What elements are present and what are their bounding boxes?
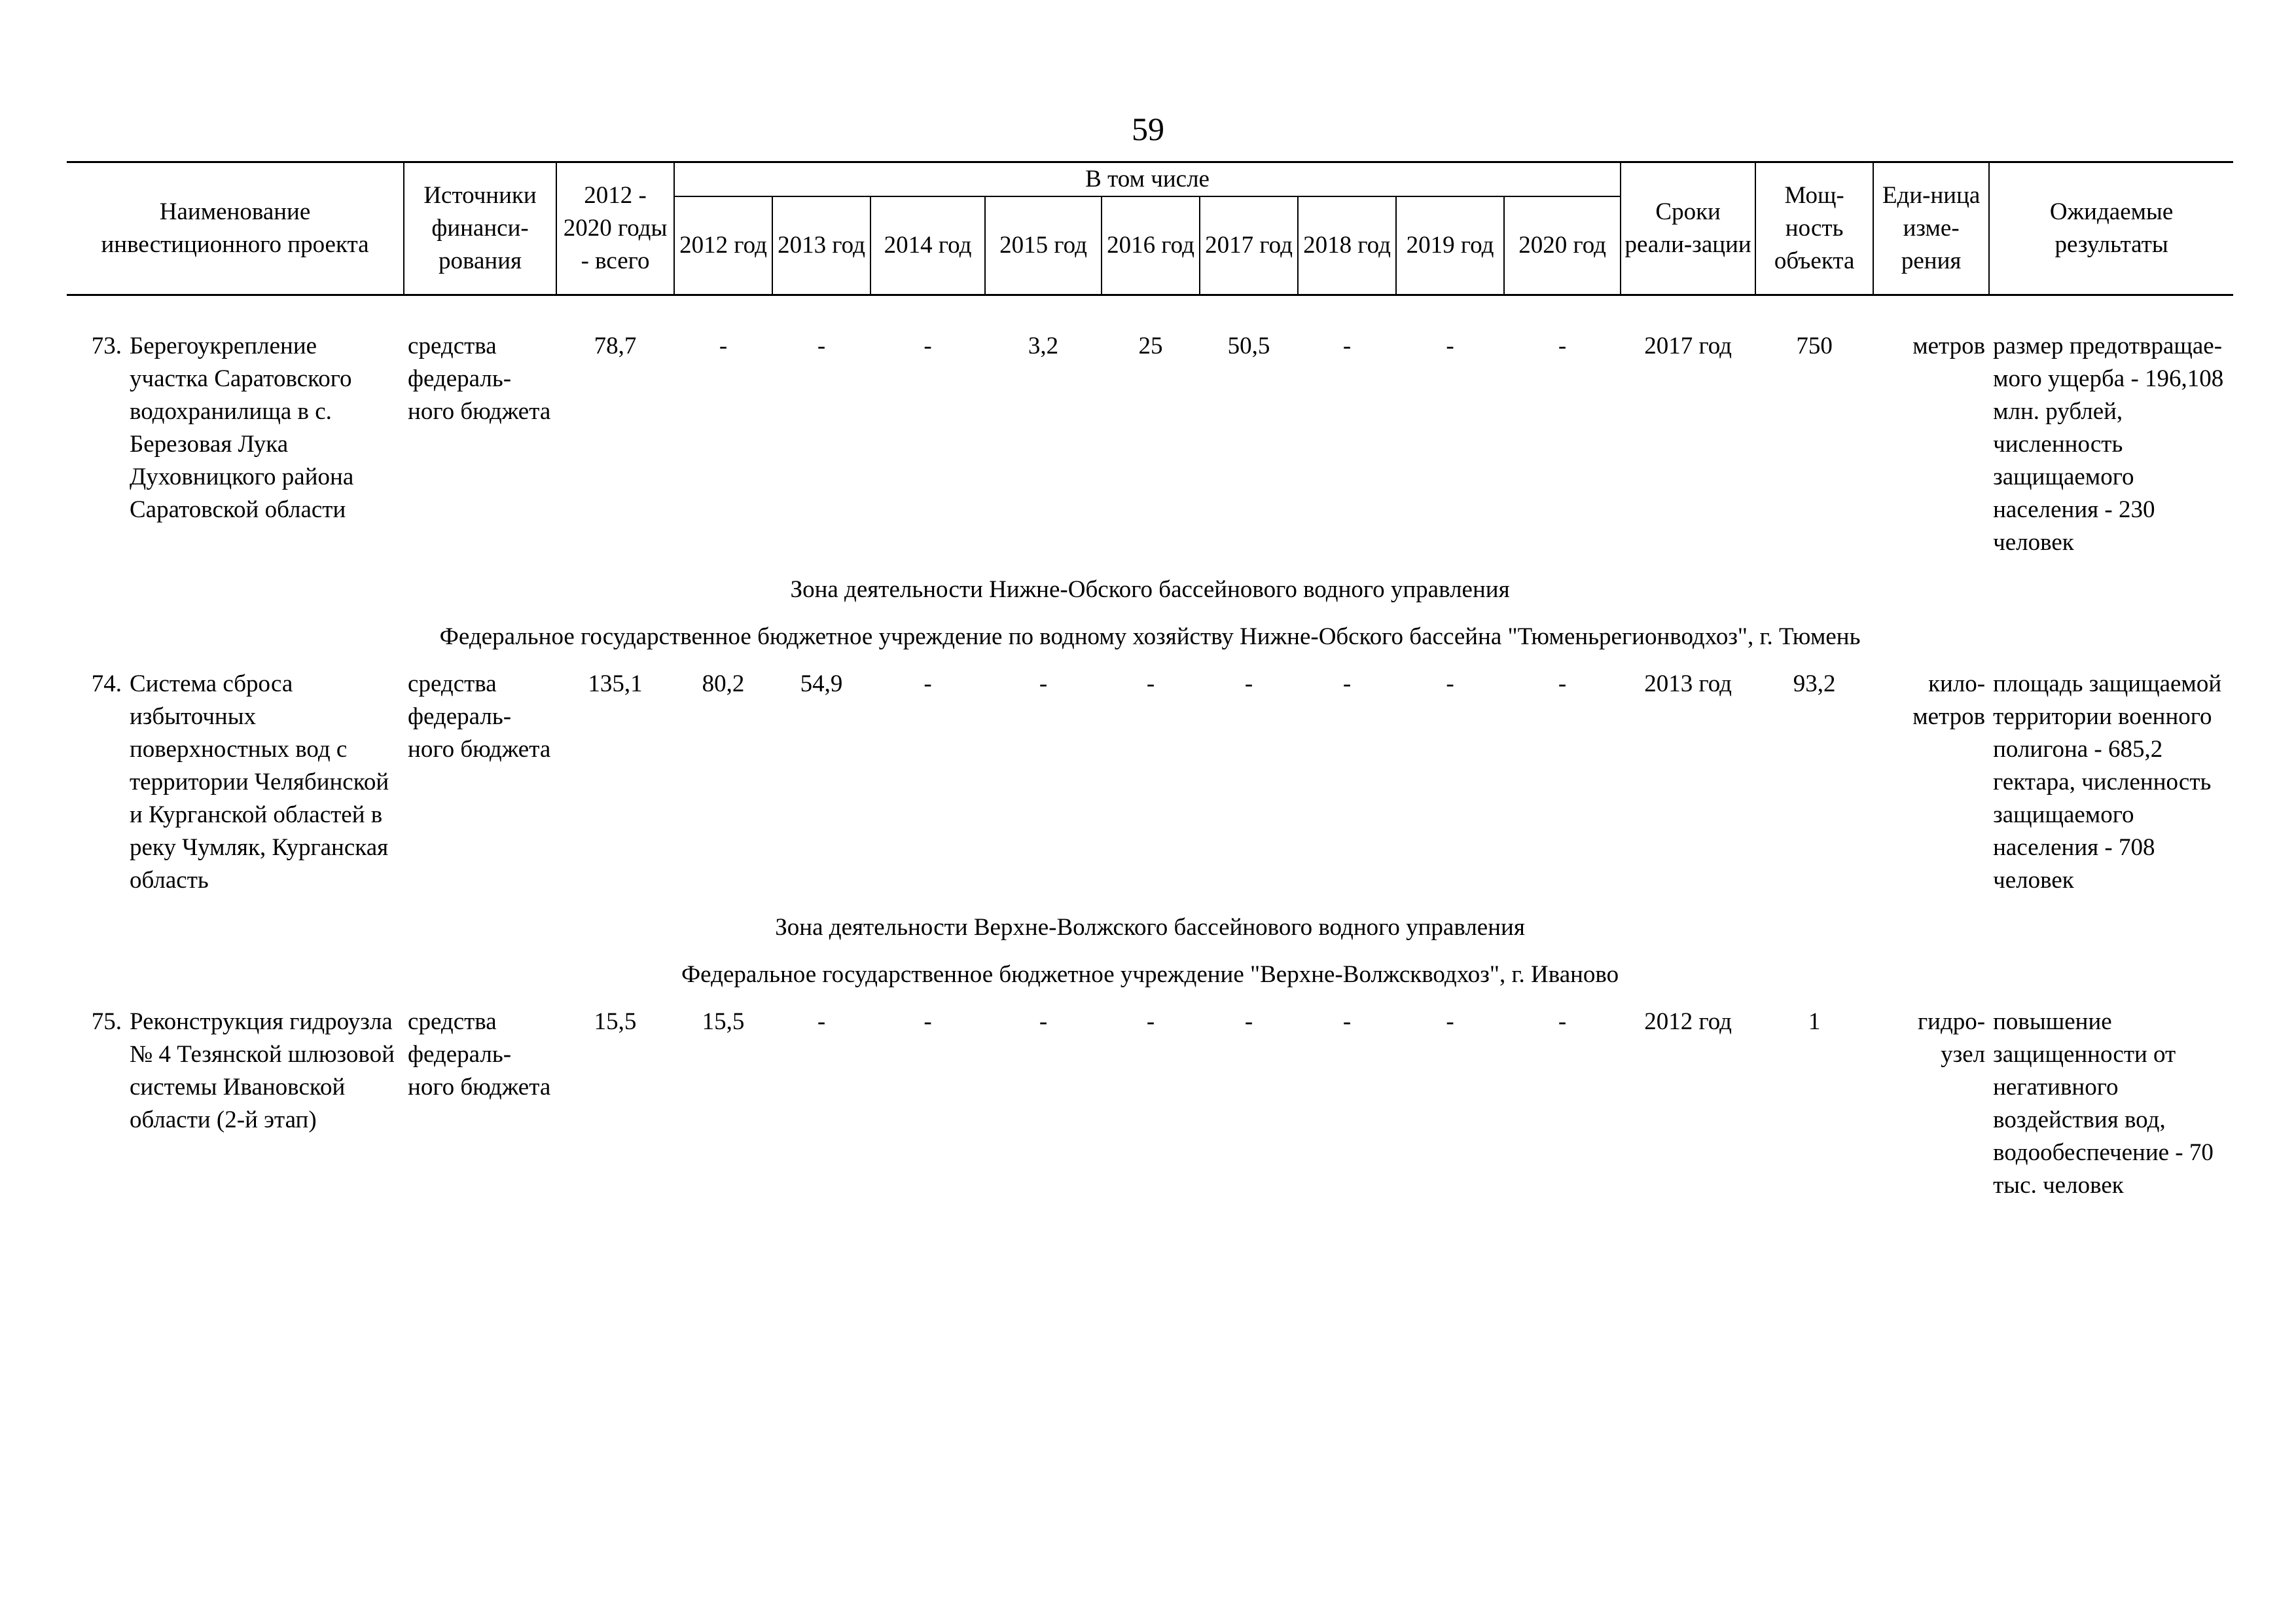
total-amount: 78,7: [594, 332, 637, 359]
header-year-2014: 2014 год: [870, 196, 985, 295]
implementation-term: 2013 год: [1644, 670, 1732, 697]
header-year-2015: 2015 год: [985, 196, 1102, 295]
table-row: [67, 1006, 2233, 1202]
year-value: -: [1446, 670, 1454, 697]
year-value: -: [719, 332, 728, 359]
capacity: 93,2: [1793, 670, 1836, 697]
header-unit: Еди-ница изме-рения: [1873, 162, 1989, 295]
header-year-2016: 2016 год: [1102, 196, 1200, 295]
header-name: Наименование инвестиционного проекта: [67, 162, 404, 295]
year-value: 3,2: [1028, 332, 1059, 359]
year-value: -: [817, 1008, 826, 1035]
year-value: -: [817, 332, 826, 359]
header-including: В том числе: [674, 162, 1621, 197]
year-value: -: [1244, 1008, 1253, 1035]
funding-source: средства федераль-ного бюджета: [408, 332, 551, 425]
year-value: -: [1146, 670, 1155, 697]
institution-heading: [67, 621, 2233, 653]
year-value: -: [1558, 332, 1567, 359]
header-year-2017: 2017 год: [1200, 196, 1298, 295]
zone-title: Зона деятельности Верхне-Волжского бассейнового водного управления: [775, 913, 1525, 941]
unit: метров: [1912, 332, 1986, 359]
year-value: -: [924, 332, 932, 359]
year-value: -: [1446, 332, 1454, 359]
year-value: -: [1244, 670, 1253, 697]
expected-result: повышение защищенности от негативного воздействия вод, водообеспечение - 70 тыс. человек: [1993, 1008, 2214, 1199]
table-row: [67, 330, 2233, 559]
header-year-2012: 2012 год: [674, 196, 772, 295]
year-value: -: [1342, 332, 1352, 359]
header-year-2018: 2018 год: [1298, 196, 1396, 295]
header-year-2019: 2019 год: [1396, 196, 1504, 295]
institution-heading: [67, 958, 2233, 991]
funding-source: средства федераль-ного бюджета: [408, 670, 551, 763]
expected-result: площадь защищаемой территории военного полигона - 685,2 гектара, численность защищаемого населения - 708 человек: [1993, 670, 2222, 894]
capacity: 1: [1808, 1008, 1821, 1035]
year-value: -: [1558, 1008, 1567, 1035]
year-value: -: [1446, 1008, 1454, 1035]
project-name: Берегоукрепление участка Саратовского водохранилища в с. Березовая Лука Духовницкого района Саратовской области: [130, 332, 354, 523]
header-total: 2012 - 2020 годы - всего: [556, 162, 674, 295]
year-value: -: [1039, 670, 1048, 697]
project-name: Реконструкция гидроузла № 4 Тезянской шлюзовой системы Ивановской области (2-й этап): [130, 1008, 395, 1133]
institution-title: Федеральное государственное бюджетное учреждение "Верхне-Волжскводхоз", г. Иваново: [681, 960, 1619, 988]
year-value: -: [1342, 670, 1352, 697]
header-sources: Источники финанси-рования: [404, 162, 556, 295]
row-number: 73.: [91, 332, 122, 359]
row-number: 75.: [91, 1008, 122, 1035]
implementation-term: 2017 год: [1644, 332, 1732, 359]
institution-title: Федеральное государственное бюджетное учреждение по водному хозяйству Нижне-Обского бассейна "Тюменьрегионводхоз", г. Тюмень: [439, 623, 1861, 650]
year-value: 25: [1138, 332, 1163, 359]
implementation-term: 2012 год: [1644, 1008, 1732, 1035]
investment-projects-table: [67, 161, 2233, 1202]
expected-result: размер предотвращае-мого ущерба - 196,108 млн. рублей, численность защищаемого населения - 230 человек: [1993, 332, 2224, 556]
funding-source: средства федераль-ного бюджета: [408, 1008, 551, 1101]
row-number: 74.: [91, 670, 122, 697]
project-name: Система сброса избыточных поверхностных вод с территории Челябинской и Курганской областей в реку Чумляк, Курганская область: [130, 670, 389, 894]
year-value: 54,9: [800, 670, 843, 697]
zone-heading: [67, 574, 2233, 606]
year-value: -: [924, 1008, 932, 1035]
zone-heading: [67, 911, 2233, 944]
unit: гидро-узел: [1918, 1008, 1986, 1068]
year-value: -: [1558, 670, 1567, 697]
year-value: -: [1342, 1008, 1352, 1035]
year-value: 80,2: [702, 670, 745, 697]
year-value: -: [1146, 1008, 1155, 1035]
page-number: 59: [1132, 111, 1164, 147]
total-amount: 135,1: [588, 670, 643, 697]
total-amount: 15,5: [594, 1008, 637, 1035]
header-results: Ожидаемые результаты: [1989, 162, 2233, 295]
year-value: 50,5: [1227, 332, 1270, 359]
unit: кило-метров: [1912, 670, 1986, 730]
header-capacity: Мощ-ность объекта: [1755, 162, 1873, 295]
table-row: [67, 668, 2233, 897]
zone-title: Зона деятельности Нижне-Обского бассейнового водного управления: [790, 575, 1510, 603]
header-year-2020: 2020 год: [1504, 196, 1621, 295]
header-year-2013: 2013 год: [772, 196, 870, 295]
year-value: -: [924, 670, 932, 697]
header-terms: Сроки реали-зации: [1621, 162, 1755, 295]
year-value: -: [1039, 1008, 1048, 1035]
capacity: 750: [1796, 332, 1833, 359]
year-value: 15,5: [702, 1008, 745, 1035]
